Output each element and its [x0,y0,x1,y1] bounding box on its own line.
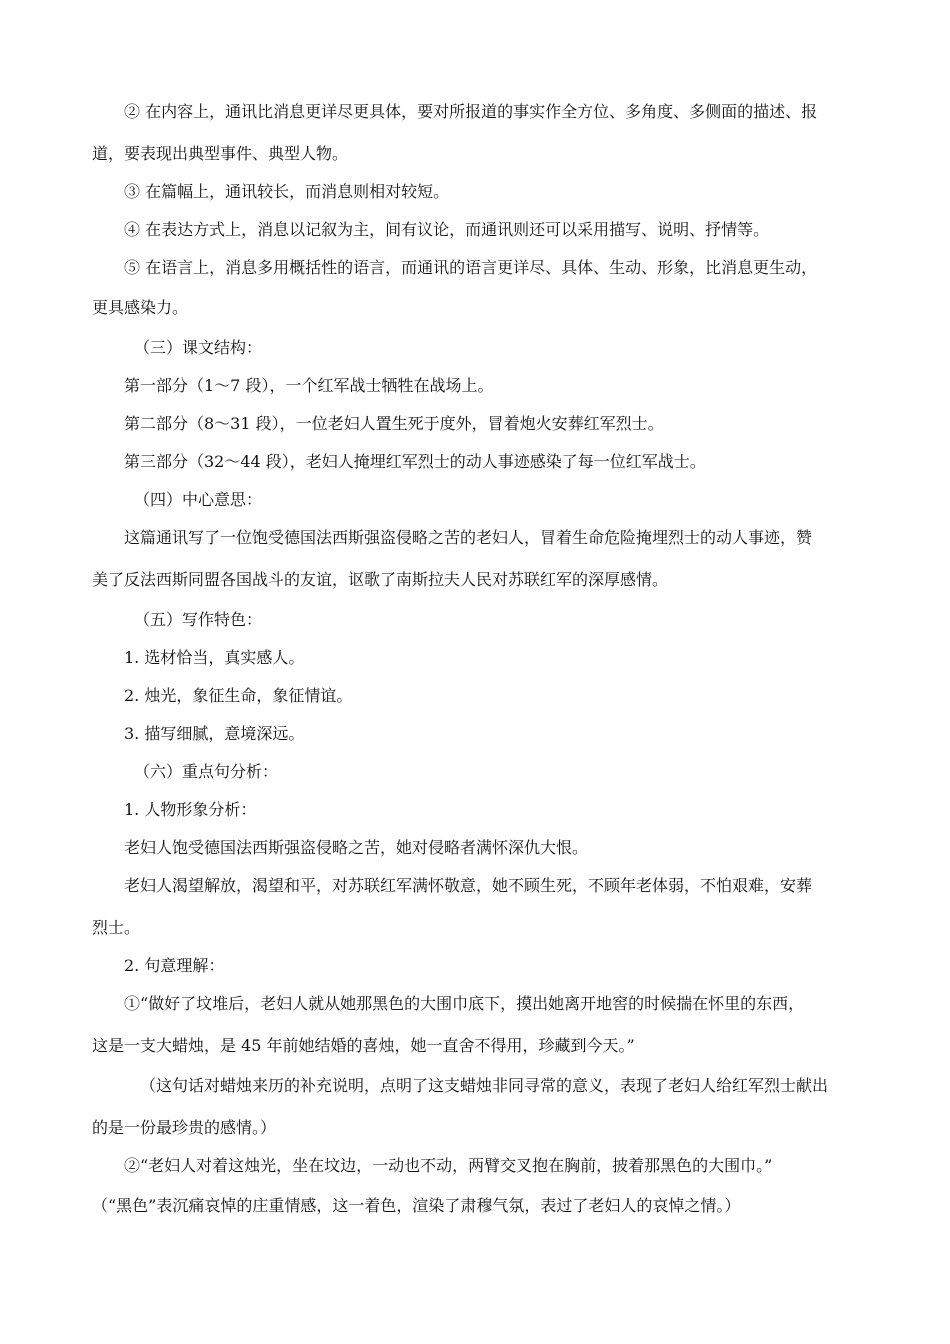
character-line-2a: 老妇人渴望解放，渴望和平，对苏联红军满怀敬意，她不顾生死，不顾年老体弱，不怕艰难，安葬 [124,876,813,895]
character-line-2b: 烈士。 [92,918,141,937]
paragraph-line-content-2: 道，要表现出典型事件、典型人物。 [92,144,349,163]
quote-1-line-2: 这是一支大蜡烛，是 45 年前她结婚的喜烛，她一直舍不得用，珍藏到今天。” [92,1036,635,1055]
quote-1-line-1: ①“做好了坟堆后，老妇人就从她那黑色的大围巾底下，摸出她离开地窖的时候揣在怀里的东西， [124,994,805,1013]
subheading-sentence-meaning: 2. 句意理解： [124,956,225,975]
quote-1-note-line-2: 的是一份最珍贵的感情。） [92,1118,277,1137]
paragraph-line-content-1: ② 在内容上，通讯比消息更详尽更具体，要对所报道的事实作全方位、多角度、多侧面的描述、报 [124,102,818,121]
section-heading-structure: （三）课文结构： [134,338,263,357]
section-heading-main-idea: （四）中心意思： [134,490,263,509]
quote-2-line-1: ②“老妇人对着这烛光，坐在坟边，一动也不动，两臂交叉抱在胸前，披着那黑色的大围巾。” [124,1156,773,1175]
feature-item-3: 3. 描写细腻，意境深远。 [124,724,305,743]
section-heading-key-sentences: （六）重点句分析： [134,762,279,781]
feature-item-1: 1. 选材恰当，真实感人。 [124,648,305,667]
feature-item-2: 2. 烛光，象征生命，象征情谊。 [124,686,353,705]
structure-part-3: 第三部分（32～44 段），老妇人掩埋红军烈士的动人事迹感染了每一位红军战士。 [124,452,706,471]
paragraph-line-expression: ④ 在表达方式上，消息以记叙为主，间有议论，而通讯则还可以采用描写、说明、抒情等。 [124,220,770,239]
main-idea-line-1: 这篇通讯写了一位饱受德国法西斯强盗侵略之苦的老妇人，冒着生命危险掩埋烈士的动人事迹，赞 [124,528,813,547]
character-line-1: 老妇人饱受德国法西斯强盗侵略之苦，她对侵略者满怀深仇大恨。 [124,838,589,857]
quote-2-note: （“黑色”表沉痛哀悼的庄重情感，这一着色，渲染了肃穆气氛，表过了老妇人的哀悼之情。） [92,1196,741,1215]
paragraph-line-length: ③ 在篇幅上，通讯较长，而消息则相对较短。 [124,182,450,201]
main-idea-line-2: 美了反法西斯同盟各国战斗的友谊，讴歌了南斯拉夫人民对苏联红军的深厚感情。 [92,570,669,589]
quote-1-note-line-1: （这句话对蜡烛来历的补充说明，点明了这支蜡烛非同寻常的意义，表现了老妇人给红军烈士献出 [140,1076,829,1095]
paragraph-line-language-1: ⑤ 在语言上，消息多用概括性的语言，而通讯的语言更详尽、具体、生动、形象，比消息更生动， [124,258,818,277]
structure-part-2: 第二部分（8～31 段），一位老妇人置生死于度外，冒着炮火安葬红军烈士。 [124,414,664,433]
subheading-character: 1. 人物形象分析： [124,800,257,819]
structure-part-1: 第一部分（1～7 段），一个红军战士牺牲在战场上。 [124,376,494,395]
paragraph-line-language-2: 更具感染力。 [92,298,189,317]
section-heading-features: （五）写作特色： [134,610,263,629]
